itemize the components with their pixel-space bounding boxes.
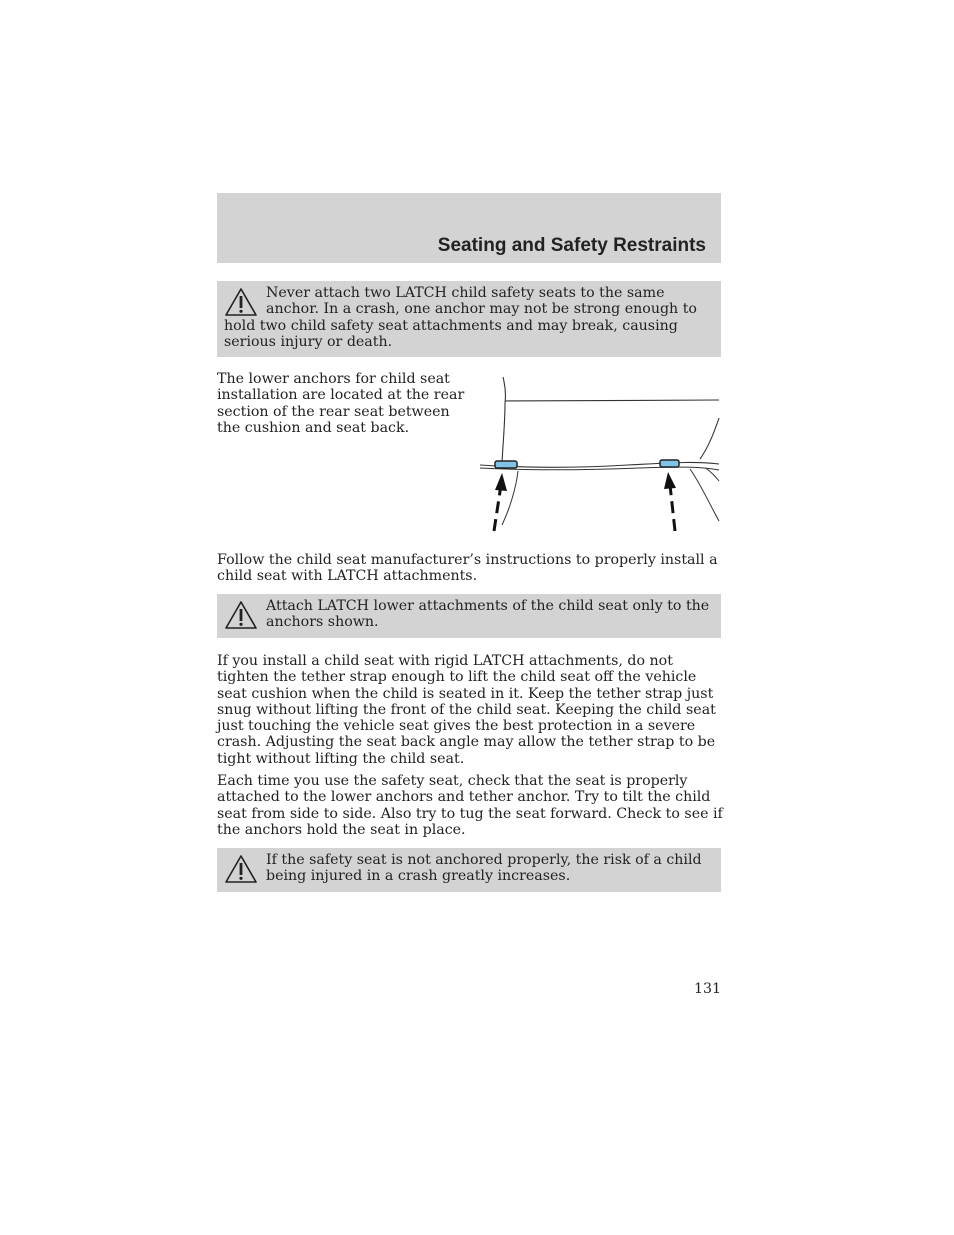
seat-anchor-diagram [478, 373, 723, 539]
section-title: Seating and Safety Restraints [437, 235, 706, 256]
left-anchor-arrow [494, 473, 507, 531]
latch-anchor-illustration [478, 373, 723, 539]
page-number: 131 [694, 981, 722, 997]
right-anchor [660, 460, 679, 467]
warning-text: Attach LATCH lower attachments of the child seat only to the anchors shown. [266, 598, 710, 631]
warning-box [217, 594, 721, 638]
lower-anchors-paragraph: The lower anchors for child seat installation are located at the rear section of the rear seat between the cushion and seat back. [217, 371, 465, 436]
rigid-latch-paragraph: If you install a child seat with rigid LATCH attachments, do not tighten the tether strap enough to lift the child seat off the vehicle seat cushion when the child is seated in it. Keep the tether strap just snug without lifting the front of the child seat. Keeping the child seat just touching the vehicle seat gives the best protection in a severe crash. Adjusting the seat back angle may allow the tether strap to be tight without lifting the child seat. [217, 653, 716, 767]
each-time-paragraph: Each time you use the safety seat, check that the seat is properly attached to the lower anchors and tether anchor. Try to tilt the child seat from side to side. Also try to tug the seat forward. Check to see if the anchors hold the seat in place. [217, 773, 723, 838]
right-anchor-arrow [664, 472, 676, 531]
warning-text: Never attach two LATCH child safety seats to the same anchor. In a crash, one anchor may not be strong enough to hold two child safety seat attachments and may break, causing serious injury or death. [224, 285, 697, 351]
install-instructions-paragraph: Follow the child seat manufacturer’s instructions to properly install a child seat with LATCH attachments. [217, 552, 718, 585]
warning-box [217, 281, 721, 357]
warning-triangle-icon [224, 600, 258, 630]
warning-triangle-icon [224, 854, 258, 884]
warning-text: If the safety seat is not anchored properly, the risk of a child being injured in a crash greatly increases. [266, 852, 702, 885]
left-anchor [495, 461, 517, 468]
warning-triangle-icon [224, 287, 258, 317]
warning-box [217, 848, 721, 892]
section-header [217, 193, 721, 263]
